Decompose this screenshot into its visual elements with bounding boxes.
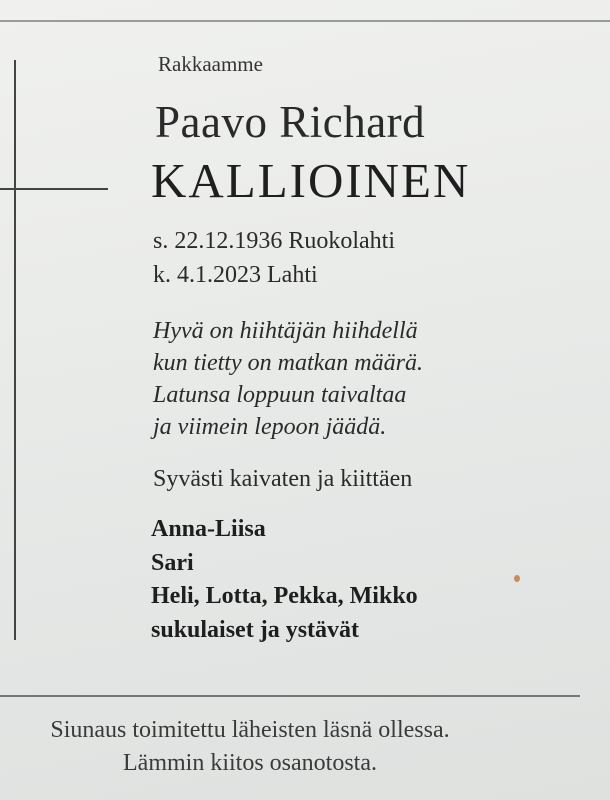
death-info: k. 4.1.2023 Lahti <box>153 262 318 288</box>
poem-line: Hyvä on hiihtäjän hiihdellä <box>153 318 418 344</box>
birth-info: s. 22.12.1936 Ruokolahti <box>153 228 396 254</box>
poem-line: ja viimein lepoon jäädä. <box>153 414 387 440</box>
paper-stain <box>514 575 520 582</box>
divider <box>0 695 580 697</box>
greeting-text: Syvästi kaivaten ja kiittäen <box>153 466 413 492</box>
footer-note <box>0 714 500 780</box>
cross-icon-horizontal <box>0 188 108 190</box>
mourner-line: Heli, Lotta, Pekka, Mikko <box>151 583 418 609</box>
mourner-line: Sari <box>151 549 194 576</box>
mourners-list <box>151 513 418 647</box>
mourner-line: sukulaiset ja ystävät <box>151 616 360 643</box>
memorial-poem <box>153 315 423 443</box>
cross-icon-vertical <box>14 60 16 640</box>
deceased-first-names: Paavo Richard <box>155 97 426 147</box>
intro-text: Rakkaamme <box>158 52 263 76</box>
mourner-line: Anna-Liisa <box>151 516 266 542</box>
deceased-surname: KALLIOINEN <box>151 153 471 208</box>
poem-line: kun tietty on matkan määrä. <box>153 350 423 376</box>
footer-line: Siunaus toimitettu läheisten läsnä ollessa. <box>50 717 450 743</box>
poem-line: Latunsa loppuun taivaltaa <box>153 382 407 408</box>
top-border <box>0 20 610 22</box>
footer-line: Lämmin kiitos osanotosta. <box>123 750 377 776</box>
